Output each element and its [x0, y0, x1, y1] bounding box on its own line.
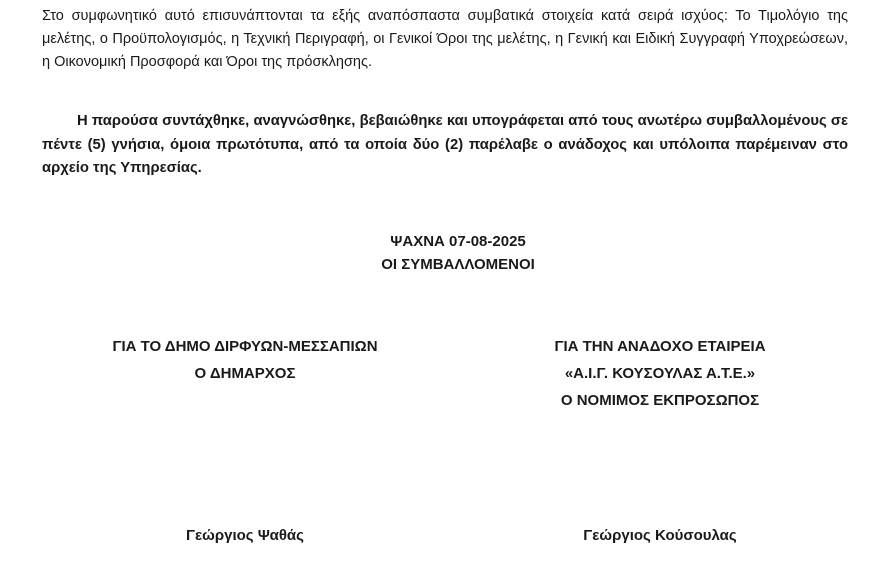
- attachments-paragraph: Στο συμφωνητικό αυτό επισυνάπτονται τα εξής αναπόσπαστα συμβατικά στοιχεία κατά σειρά ισχύος: Το Τιμολόγιο της μελέτης, ο Προϋπολογισμός, η Τεχνική Περιγραφή, οι Γενικοί Όροι της μελέτης, η Γενική και Ειδική Συγγραφή Υποχρεώσεων, η Οικονομική Προσφορά και Όροι της πρόσκλησης.: [42, 8, 848, 70]
- left-party-block: [60, 333, 430, 387]
- right-party-line-3: Ο ΝΟΜΙΜΟΣ ΕΚΠΡΟΣΩΠΟΣ: [560, 392, 760, 409]
- execution-paragraph: Η παρούσα συντάχθηκε, αναγνώσθηκε, βεβαιώθηκε και υπογράφεται από τους ανωτέρω συμβαλλομένους σε πέντε (5) γνήσια, όμοια πρωτότυπα, από τα οποία δύο (2) παρέλαβε ο ανάδοχος και υπόλοιπα παρέμειναν στο αρχείο της Υπηρεσίας.: [42, 113, 848, 176]
- right-signatory-name: Γεώργιος Κούσουλας: [583, 527, 737, 544]
- left-signatory-name: Γεώργιος Ψαθάς: [186, 527, 304, 544]
- left-party-line-1: ΓΙΑ ΤΟ ΔΗΜΟ ΔΙΡΦΥΩΝ-ΜΕΣΣΑΠΙΩΝ: [112, 338, 378, 355]
- right-party-line-1: ΓΙΑ ΤΗΝ ΑΝΑΔΟΧΟ ΕΤΑΙΡΕΙΑ: [554, 338, 766, 355]
- parties-heading: ΟΙ ΣΥΜΒΑΛΛΟΜΕΝΟΙ: [381, 256, 535, 273]
- place-date: ΨΑΧΝΑ 07-08-2025: [390, 233, 526, 250]
- right-party-line-2: «Α.Ι.Γ. ΚΟΥΣΟΥΛΑΣ Α.Τ.Ε.»: [564, 365, 756, 382]
- left-party-line-2: Ο ΔΗΜΑΡΧΟΣ: [194, 365, 296, 382]
- right-party-block: [470, 333, 850, 414]
